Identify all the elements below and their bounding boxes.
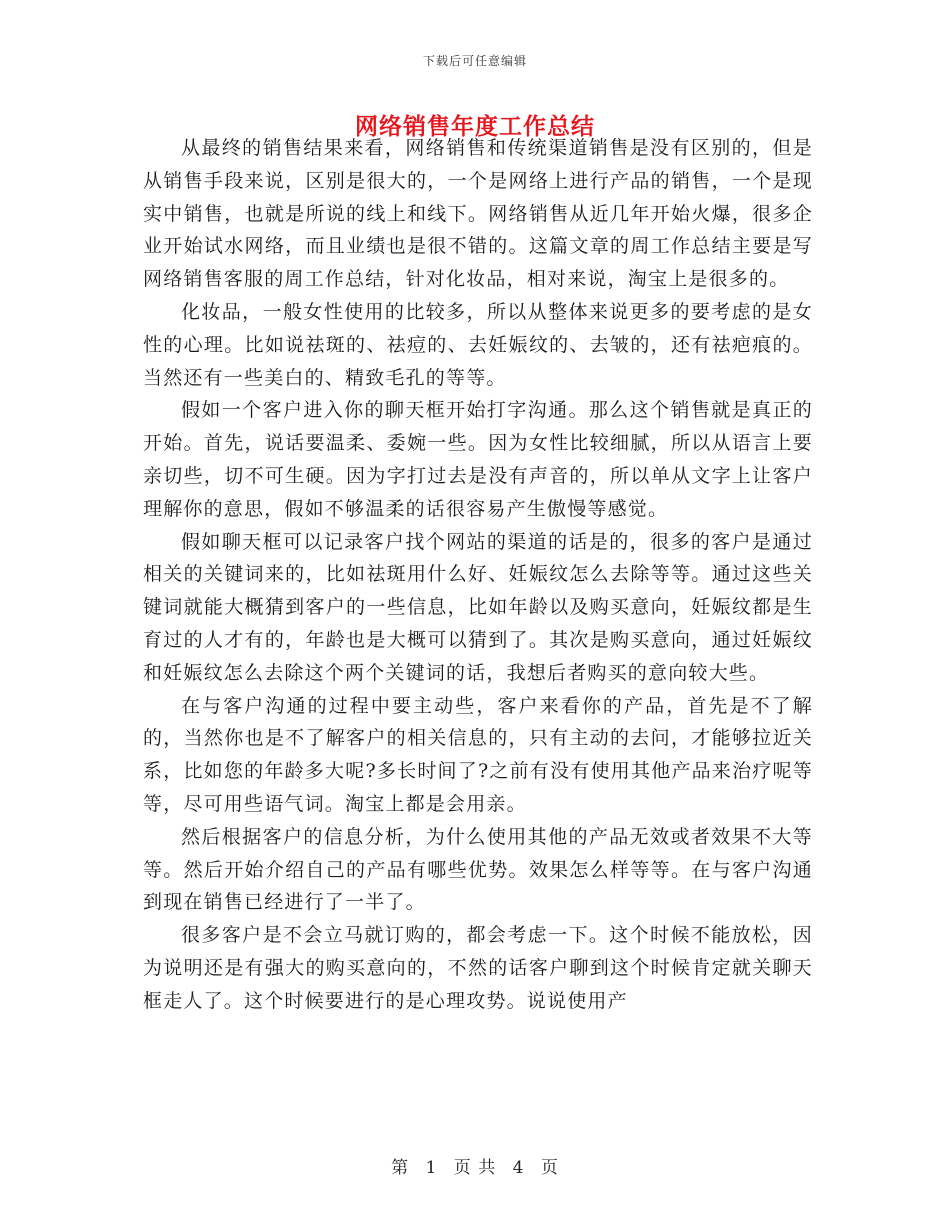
paragraph: 假如一个客户进入你的聊天框开始打字沟通。那么这个销售就是真正的开始。首先，说话要温柔、委婉一些。因为女性比较细腻，所以从语言上要亲切些，切不可生硬。因为字打过去是没有声音的，所以单从文字上让客户理解你的意思，假如不够温柔的话很容易产生傲慢等感觉。 xyxy=(143,399,813,520)
footer-page-number: 1 xyxy=(425,1158,438,1178)
paragraph: 然后根据客户的信息分析，为什么使用其他的产品无效或者效果不大等等。然后开始介绍自己的产品有哪些优势。效果怎么样等等。在与客户沟通到现在销售已经进行了一半了。 xyxy=(143,825,813,914)
header-note: 下载后可任意编辑 xyxy=(422,54,527,68)
footer-middle: 页 共 xyxy=(453,1158,497,1178)
document-body xyxy=(143,132,813,1018)
paragraph: 从最终的销售结果来看，网络销售和传统渠道销售是没有区别的，但是从销售手段来说，区别是很大的，一个是网络上进行产品的销售，一个是现实中销售，也就是所说的线上和线下。网络销售从近几年开始火爆，很多企业开始试水网络，而且业绩也是很不错的。这篇文章的周工作总结主要是写网络销售客服的周工作总结，针对化妆品，相对来说，淘宝上是很多的。 xyxy=(143,137,813,291)
page-footer xyxy=(0,1153,950,1178)
paragraph: 在与客户沟通的过程中要主动些，客户来看你的产品，首先是不了解的，当然你也是不了解客户的相关信息的，只有主动的去问，才能够拉近关系，比如您的年龄多大呢?多长时间了?之前有没有使用其他产品来治疗呢等等，尽可用些语气词。淘宝上都是会用亲。 xyxy=(143,694,813,815)
paragraph: 很多客户是不会立马就订购的，都会考虑一下。这个时候不能放松，因为说明还是有强大的购买意向的，不然的话客户聊到这个时候肯定就关聊天框走人了。这个时候要进行的是心理攻势。说说使用产 xyxy=(143,924,813,1012)
footer-total-pages: 4 xyxy=(512,1158,525,1178)
paragraph: 化妆品，一般女性使用的比较多，所以从整体来说更多的要考虑的是女性的心理。比如说祛斑的、祛痘的、去妊娠纹的、去皱的，还有祛疤痕的。当然还有一些美白的、精致毛孔的等等。 xyxy=(143,300,813,389)
footer-prefix: 第 xyxy=(391,1158,410,1178)
footer-suffix: 页 xyxy=(540,1158,559,1178)
document-title: 网络销售年度工作总结 xyxy=(355,113,595,140)
paragraph: 假如聊天框可以记录客户找个网站的渠道的话是的，很多的客户是通过相关的关键词来的，比如祛斑用什么好、妊娠纹怎么去除等等。通过这些关键词就能大概猜到客户的一些信息，比如年龄以及购买意向，妊娠纹都是生育过的人才有的，年龄也是大概可以猜到了。其次是购买意向，通过妊娠纹和妊娠纹怎么去除这个两个关键词的话，我想后者购买的意向较大些。 xyxy=(143,530,813,684)
